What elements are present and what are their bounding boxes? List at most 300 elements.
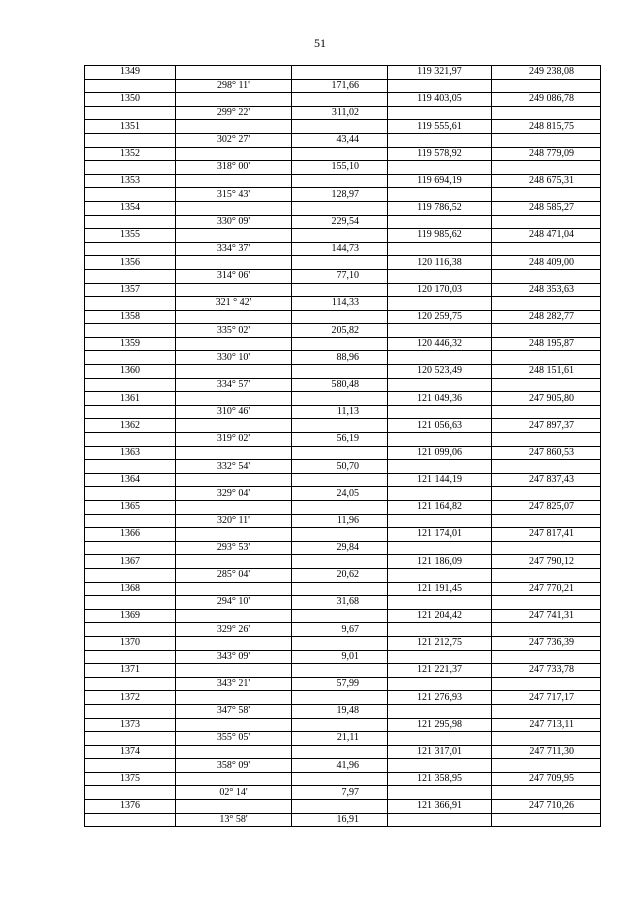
x-coordinate-cell: 121 164,82 <box>388 501 492 515</box>
empty-cell <box>85 378 176 392</box>
empty-cell <box>85 759 176 773</box>
direction-angle-cell: 355° 05' <box>176 732 292 746</box>
segment-row <box>85 704 601 718</box>
direction-angle-cell: 335° 02' <box>176 324 292 338</box>
empty-cell <box>388 786 492 800</box>
empty-cell <box>388 813 492 827</box>
point-row <box>85 66 601 80</box>
distance-cell: 50,70 <box>292 460 388 474</box>
empty-cell <box>176 501 292 515</box>
empty-cell <box>492 324 601 338</box>
distance-cell: 114,33 <box>292 297 388 311</box>
point-number-cell: 1365 <box>85 501 176 515</box>
segment-row <box>85 786 601 800</box>
empty-cell <box>176 528 292 542</box>
direction-angle-cell: 318° 00' <box>176 161 292 175</box>
empty-cell <box>388 188 492 202</box>
empty-cell <box>176 555 292 569</box>
empty-cell <box>85 405 176 419</box>
empty-cell <box>388 487 492 501</box>
x-coordinate-cell: 120 116,38 <box>388 256 492 270</box>
empty-cell <box>492 732 601 746</box>
point-number-cell: 1376 <box>85 800 176 814</box>
x-coordinate-cell: 119 786,52 <box>388 201 492 215</box>
direction-angle-cell: 310° 46' <box>176 405 292 419</box>
direction-angle-cell: 343° 09' <box>176 650 292 664</box>
empty-cell <box>176 147 292 161</box>
x-coordinate-cell: 120 170,03 <box>388 283 492 297</box>
distance-cell: 155,10 <box>292 161 388 175</box>
empty-cell <box>292 392 388 406</box>
empty-cell <box>492 188 601 202</box>
empty-cell <box>388 133 492 147</box>
point-number-cell: 1369 <box>85 609 176 623</box>
empty-cell <box>388 106 492 120</box>
segment-row <box>85 759 601 773</box>
empty-cell <box>388 242 492 256</box>
y-coordinate-cell: 249 238,08 <box>492 66 601 80</box>
point-number-cell: 1359 <box>85 337 176 351</box>
empty-cell <box>176 419 292 433</box>
empty-cell <box>292 473 388 487</box>
x-coordinate-cell: 121 056,63 <box>388 419 492 433</box>
empty-cell <box>492 514 601 528</box>
y-coordinate-cell: 248 585,27 <box>492 201 601 215</box>
empty-cell <box>388 433 492 447</box>
empty-cell <box>388 460 492 474</box>
point-number-cell: 1362 <box>85 419 176 433</box>
empty-cell <box>176 365 292 379</box>
empty-cell <box>388 596 492 610</box>
distance-cell: 57,99 <box>292 677 388 691</box>
empty-cell <box>492 786 601 800</box>
distance-cell: 88,96 <box>292 351 388 365</box>
y-coordinate-cell: 248 471,04 <box>492 229 601 243</box>
point-row <box>85 201 601 215</box>
segment-row <box>85 188 601 202</box>
segment-row <box>85 568 601 582</box>
empty-cell <box>85 732 176 746</box>
direction-angle-cell: 332° 54' <box>176 460 292 474</box>
y-coordinate-cell: 247 790,12 <box>492 555 601 569</box>
y-coordinate-cell: 247 709,95 <box>492 772 601 786</box>
y-coordinate-cell: 247 741,31 <box>492 609 601 623</box>
y-coordinate-cell: 248 675,31 <box>492 174 601 188</box>
empty-cell <box>492 161 601 175</box>
distance-cell: 9,67 <box>292 623 388 637</box>
y-coordinate-cell: 247 897,37 <box>492 419 601 433</box>
point-row <box>85 555 601 569</box>
empty-cell <box>176 256 292 270</box>
empty-cell <box>492 813 601 827</box>
empty-cell <box>292 93 388 107</box>
distance-cell: 128,97 <box>292 188 388 202</box>
direction-angle-cell: 314° 06' <box>176 269 292 283</box>
point-row <box>85 365 601 379</box>
empty-cell <box>492 215 601 229</box>
empty-cell <box>176 229 292 243</box>
x-coordinate-cell: 121 366,91 <box>388 800 492 814</box>
point-number-cell: 1366 <box>85 528 176 542</box>
empty-cell <box>388 759 492 773</box>
direction-angle-cell: 13° 58' <box>176 813 292 827</box>
empty-cell <box>292 718 388 732</box>
empty-cell <box>292 664 388 678</box>
x-coordinate-cell: 119 694,19 <box>388 174 492 188</box>
direction-angle-cell: 294° 10' <box>176 596 292 610</box>
x-coordinate-cell: 121 204,42 <box>388 609 492 623</box>
empty-cell <box>388 541 492 555</box>
segment-row <box>85 351 601 365</box>
y-coordinate-cell: 247 905,80 <box>492 392 601 406</box>
direction-angle-cell: 330° 10' <box>176 351 292 365</box>
point-row <box>85 229 601 243</box>
direction-angle-cell: 320° 11' <box>176 514 292 528</box>
distance-cell: 171,66 <box>292 79 388 93</box>
empty-cell <box>85 677 176 691</box>
coordinates-table <box>84 65 601 827</box>
segment-row <box>85 297 601 311</box>
empty-cell <box>292 365 388 379</box>
direction-angle-cell: 299° 22' <box>176 106 292 120</box>
empty-cell <box>292 446 388 460</box>
point-row <box>85 501 601 515</box>
empty-cell <box>388 623 492 637</box>
empty-cell <box>176 664 292 678</box>
distance-cell: 20,62 <box>292 568 388 582</box>
point-row <box>85 528 601 542</box>
direction-angle-cell: 329° 26' <box>176 623 292 637</box>
distance-cell: 229,54 <box>292 215 388 229</box>
point-number-cell: 1353 <box>85 174 176 188</box>
direction-angle-cell: 319° 02' <box>176 433 292 447</box>
segment-row <box>85 813 601 827</box>
empty-cell <box>492 596 601 610</box>
y-coordinate-cell: 248 353,63 <box>492 283 601 297</box>
empty-cell <box>85 79 176 93</box>
empty-cell <box>176 310 292 324</box>
empty-cell <box>492 541 601 555</box>
y-coordinate-cell: 248 409,00 <box>492 256 601 270</box>
point-row <box>85 147 601 161</box>
empty-cell <box>85 133 176 147</box>
point-row <box>85 664 601 678</box>
point-row <box>85 174 601 188</box>
empty-cell <box>176 446 292 460</box>
empty-cell <box>292 800 388 814</box>
point-row <box>85 718 601 732</box>
empty-cell <box>85 596 176 610</box>
y-coordinate-cell: 247 837,43 <box>492 473 601 487</box>
empty-cell <box>388 378 492 392</box>
y-coordinate-cell: 247 817,41 <box>492 528 601 542</box>
empty-cell <box>492 460 601 474</box>
y-coordinate-cell: 247 711,30 <box>492 745 601 759</box>
empty-cell <box>492 487 601 501</box>
point-row <box>85 800 601 814</box>
x-coordinate-cell: 121 295,98 <box>388 718 492 732</box>
distance-cell: 7,97 <box>292 786 388 800</box>
empty-cell <box>388 161 492 175</box>
segment-row <box>85 732 601 746</box>
empty-cell <box>492 759 601 773</box>
y-coordinate-cell: 248 815,75 <box>492 120 601 134</box>
point-number-cell: 1370 <box>85 636 176 650</box>
empty-cell <box>176 93 292 107</box>
empty-cell <box>176 174 292 188</box>
point-row <box>85 772 601 786</box>
empty-cell <box>292 337 388 351</box>
empty-cell <box>176 718 292 732</box>
direction-angle-cell: 302° 27' <box>176 133 292 147</box>
empty-cell <box>85 433 176 447</box>
empty-cell <box>176 582 292 596</box>
distance-cell: 21,11 <box>292 732 388 746</box>
distance-cell: 144,73 <box>292 242 388 256</box>
y-coordinate-cell: 247 860,53 <box>492 446 601 460</box>
empty-cell <box>388 215 492 229</box>
empty-cell <box>492 704 601 718</box>
x-coordinate-cell: 120 446,32 <box>388 337 492 351</box>
direction-angle-cell: 293° 53' <box>176 541 292 555</box>
x-coordinate-cell: 120 523,49 <box>388 365 492 379</box>
point-number-cell: 1355 <box>85 229 176 243</box>
distance-cell: 205,82 <box>292 324 388 338</box>
empty-cell <box>85 460 176 474</box>
segment-row <box>85 596 601 610</box>
empty-cell <box>176 772 292 786</box>
point-number-cell: 1356 <box>85 256 176 270</box>
segment-row <box>85 623 601 637</box>
page-number: 51 <box>314 36 326 50</box>
segment-row <box>85 460 601 474</box>
point-row <box>85 691 601 705</box>
segment-row <box>85 487 601 501</box>
point-number-cell: 1352 <box>85 147 176 161</box>
point-number-cell: 1375 <box>85 772 176 786</box>
direction-angle-cell: 315° 43' <box>176 188 292 202</box>
empty-cell <box>292 283 388 297</box>
empty-cell <box>492 297 601 311</box>
point-number-cell: 1371 <box>85 664 176 678</box>
empty-cell <box>176 745 292 759</box>
y-coordinate-cell: 248 151,61 <box>492 365 601 379</box>
point-row <box>85 446 601 460</box>
distance-cell: 41,96 <box>292 759 388 773</box>
empty-cell <box>492 242 601 256</box>
point-number-cell: 1351 <box>85 120 176 134</box>
point-number-cell: 1372 <box>85 691 176 705</box>
direction-angle-cell: 330° 09' <box>176 215 292 229</box>
direction-angle-cell: 334° 37' <box>176 242 292 256</box>
empty-cell <box>85 813 176 827</box>
empty-cell <box>176 800 292 814</box>
empty-cell <box>85 786 176 800</box>
empty-cell <box>176 201 292 215</box>
direction-angle-cell: 285° 04' <box>176 568 292 582</box>
x-coordinate-cell: 121 317,01 <box>388 745 492 759</box>
empty-cell <box>176 473 292 487</box>
empty-cell <box>176 691 292 705</box>
segment-row <box>85 161 601 175</box>
empty-cell <box>492 79 601 93</box>
empty-cell <box>85 514 176 528</box>
empty-cell <box>388 79 492 93</box>
table-body <box>85 66 601 827</box>
point-number-cell: 1363 <box>85 446 176 460</box>
point-number-cell: 1350 <box>85 93 176 107</box>
empty-cell <box>292 501 388 515</box>
x-coordinate-cell: 121 358,95 <box>388 772 492 786</box>
y-coordinate-cell: 247 733,78 <box>492 664 601 678</box>
empty-cell <box>492 351 601 365</box>
empty-cell <box>292 66 388 80</box>
empty-cell <box>388 650 492 664</box>
empty-cell <box>492 133 601 147</box>
empty-cell <box>292 120 388 134</box>
point-number-cell: 1358 <box>85 310 176 324</box>
empty-cell <box>85 541 176 555</box>
empty-cell <box>85 106 176 120</box>
point-number-cell: 1368 <box>85 582 176 596</box>
point-row <box>85 93 601 107</box>
point-row <box>85 310 601 324</box>
point-number-cell: 1349 <box>85 66 176 80</box>
x-coordinate-cell: 121 212,75 <box>388 636 492 650</box>
point-number-cell: 1361 <box>85 392 176 406</box>
point-row <box>85 337 601 351</box>
y-coordinate-cell: 247 717,17 <box>492 691 601 705</box>
segment-row <box>85 650 601 664</box>
point-row <box>85 582 601 596</box>
empty-cell <box>176 120 292 134</box>
empty-cell <box>85 324 176 338</box>
empty-cell <box>292 609 388 623</box>
empty-cell <box>176 283 292 297</box>
segment-row <box>85 133 601 147</box>
x-coordinate-cell: 119 403,05 <box>388 93 492 107</box>
empty-cell <box>292 772 388 786</box>
segment-row <box>85 79 601 93</box>
segment-row <box>85 541 601 555</box>
empty-cell <box>292 419 388 433</box>
empty-cell <box>388 704 492 718</box>
empty-cell <box>292 745 388 759</box>
empty-cell <box>388 405 492 419</box>
empty-cell <box>492 269 601 283</box>
distance-cell: 43,44 <box>292 133 388 147</box>
point-row <box>85 609 601 623</box>
point-row <box>85 256 601 270</box>
empty-cell <box>85 623 176 637</box>
empty-cell <box>492 433 601 447</box>
point-row <box>85 636 601 650</box>
direction-angle-cell: 343° 21' <box>176 677 292 691</box>
x-coordinate-cell: 121 174,01 <box>388 528 492 542</box>
distance-cell: 11,96 <box>292 514 388 528</box>
x-coordinate-cell: 119 321,97 <box>388 66 492 80</box>
distance-cell: 11,13 <box>292 405 388 419</box>
empty-cell <box>292 555 388 569</box>
point-number-cell: 1357 <box>85 283 176 297</box>
x-coordinate-cell: 121 144,19 <box>388 473 492 487</box>
empty-cell <box>492 650 601 664</box>
empty-cell <box>176 337 292 351</box>
empty-cell <box>292 636 388 650</box>
empty-cell <box>292 256 388 270</box>
direction-angle-cell: 347° 58' <box>176 704 292 718</box>
empty-cell <box>492 405 601 419</box>
empty-cell <box>292 229 388 243</box>
direction-angle-cell: 298° 11' <box>176 79 292 93</box>
x-coordinate-cell: 119 555,61 <box>388 120 492 134</box>
empty-cell <box>292 582 388 596</box>
point-number-cell: 1360 <box>85 365 176 379</box>
empty-cell <box>492 106 601 120</box>
segment-row <box>85 677 601 691</box>
segment-row <box>85 106 601 120</box>
distance-cell: 9,01 <box>292 650 388 664</box>
empty-cell <box>492 378 601 392</box>
direction-angle-cell: 329° 04' <box>176 487 292 501</box>
x-coordinate-cell: 121 191,45 <box>388 582 492 596</box>
point-number-cell: 1367 <box>85 555 176 569</box>
empty-cell <box>492 677 601 691</box>
point-row <box>85 745 601 759</box>
empty-cell <box>85 650 176 664</box>
x-coordinate-cell: 121 276,93 <box>388 691 492 705</box>
segment-row <box>85 378 601 392</box>
direction-angle-cell: 02° 14' <box>176 786 292 800</box>
empty-cell <box>388 732 492 746</box>
point-number-cell: 1354 <box>85 201 176 215</box>
distance-cell: 31,68 <box>292 596 388 610</box>
y-coordinate-cell: 248 282,77 <box>492 310 601 324</box>
empty-cell <box>292 310 388 324</box>
empty-cell <box>85 269 176 283</box>
segment-row <box>85 269 601 283</box>
empty-cell <box>292 174 388 188</box>
x-coordinate-cell: 121 099,06 <box>388 446 492 460</box>
distance-cell: 16,91 <box>292 813 388 827</box>
y-coordinate-cell: 247 713,11 <box>492 718 601 732</box>
point-row <box>85 120 601 134</box>
x-coordinate-cell: 120 259,75 <box>388 310 492 324</box>
segment-row <box>85 433 601 447</box>
empty-cell <box>176 66 292 80</box>
empty-cell <box>292 528 388 542</box>
x-coordinate-cell: 121 221,37 <box>388 664 492 678</box>
y-coordinate-cell: 248 195,87 <box>492 337 601 351</box>
distance-cell: 580,48 <box>292 378 388 392</box>
empty-cell <box>176 636 292 650</box>
segment-row <box>85 405 601 419</box>
empty-cell <box>85 568 176 582</box>
empty-cell <box>388 351 492 365</box>
x-coordinate-cell: 119 985,62 <box>388 229 492 243</box>
segment-row <box>85 215 601 229</box>
point-row <box>85 283 601 297</box>
empty-cell <box>388 269 492 283</box>
x-coordinate-cell: 121 186,09 <box>388 555 492 569</box>
direction-angle-cell: 334° 57' <box>176 378 292 392</box>
y-coordinate-cell: 247 770,21 <box>492 582 601 596</box>
point-number-cell: 1373 <box>85 718 176 732</box>
empty-cell <box>492 623 601 637</box>
distance-cell: 77,10 <box>292 269 388 283</box>
empty-cell <box>85 188 176 202</box>
point-row <box>85 392 601 406</box>
